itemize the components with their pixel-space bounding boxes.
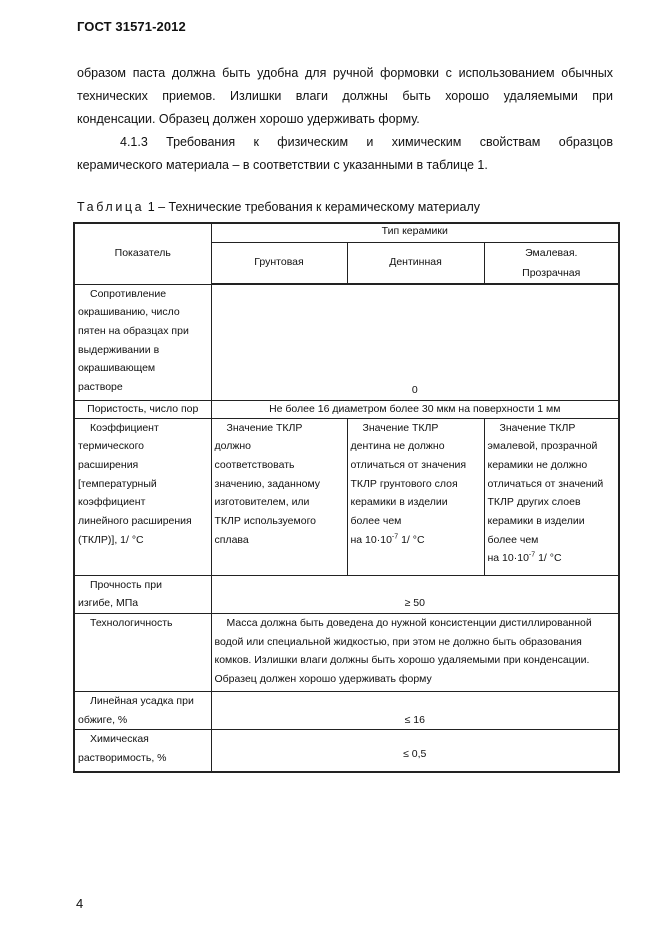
text-line: керамического материала – в соответствии с указанными в таблице 1. (77, 158, 488, 172)
label-line: коэффициент (78, 496, 146, 509)
label-line: пятен на образцах при (78, 324, 189, 337)
value-line: комков. Излишки влаги должны быть хорошо удаляемыми при конденсации. (214, 654, 590, 667)
cell-line: сплава (214, 533, 249, 546)
unit: 1/ °С (398, 533, 425, 546)
label-line: (ТКЛР)], 1/ °С (78, 533, 144, 546)
cell-line: дентина не должно (350, 440, 445, 453)
header-enamel-line: Прозрачная (522, 266, 581, 279)
label-line: Линейная усадка при (90, 694, 194, 707)
table-caption (77, 200, 480, 214)
row-label (74, 418, 211, 575)
row-label (74, 691, 211, 729)
cell-line: более чем (487, 533, 539, 546)
value-line: водой или специальной жидкостью, при этом не должно быть образования (214, 635, 582, 648)
row-value: Не более 16 диаметром более 30 мкм на поверхности 1 мм (211, 400, 619, 418)
value-line: Образец должен хорошо удерживать форму (214, 673, 432, 686)
label-line: [температурный (78, 477, 157, 490)
label-line: окрашиванию, число (78, 306, 180, 319)
clause-4-1-3 (77, 131, 613, 177)
tclr-primer-cell (211, 418, 347, 575)
cell-line: должно (214, 440, 252, 453)
header-primer: Грунтовая (211, 242, 347, 284)
text-line: технических приемов. Излишки влаги должны быть хорошо удаляемыми при (77, 89, 613, 103)
exponent: -7 (391, 533, 399, 541)
label-line: окрашивающем (78, 362, 156, 375)
text-line: образом паста должна быть удобна для ручной формовки с использованием обычных (77, 66, 613, 80)
label-line: Технологичность (90, 616, 173, 629)
document-code: ГОСТ 31571-2012 (77, 19, 186, 34)
header-ceramic-type: Тип керамики (211, 223, 619, 242)
cell-line: отличаться от значения (350, 458, 467, 471)
cell-line: соответствовать (214, 458, 295, 471)
cell-line: ТКЛР других слоев (487, 496, 581, 509)
cell-line: ТКЛР грунтового слоя (350, 477, 458, 490)
cell-line (351, 531, 481, 550)
cell-line: керамики не должно (487, 458, 588, 471)
value-prefix: на 10·10 (350, 533, 392, 546)
label-line: расширения (78, 458, 139, 471)
label-line: выдерживании в (78, 343, 160, 356)
exponent: -7 (528, 551, 536, 559)
label-line: термического (78, 440, 145, 453)
cell-line: более чем (350, 515, 402, 528)
row-value: ≤ 16 (211, 691, 619, 729)
table-row-manufacturability (74, 613, 619, 691)
cell-line (488, 549, 616, 568)
table-row-strength (74, 575, 619, 613)
cell-line: Значение ТКЛР (499, 421, 576, 434)
intro-paragraph (77, 62, 613, 131)
label-line: Коэффициент (90, 421, 159, 434)
cell-line: отличаться от значений (487, 477, 604, 490)
label-line: Прочность при (90, 578, 162, 591)
cell-line: керамики в изделии (350, 496, 448, 509)
table-caption-text: 1 – Технические требования к керамическому материалу (144, 200, 481, 214)
cell-line: ТКЛР используемого (214, 515, 317, 528)
cell-line: значению, заданному (214, 477, 321, 490)
table-row-solubility (74, 730, 619, 772)
cell-line: Значение ТКЛР (362, 421, 439, 434)
row-value (211, 613, 619, 691)
text-line: 4.1.3 Требования к физическим и химическим свойствам образцов (120, 135, 613, 149)
table-row-porosity (74, 400, 619, 418)
label-line: растворе (78, 381, 123, 394)
cell-line: керамики в изделии (487, 515, 585, 528)
cell-line: Значение ТКЛР (226, 421, 303, 434)
row-label (74, 613, 211, 691)
page-number: 4 (76, 896, 84, 911)
row-label (74, 575, 211, 613)
row-value: ≤ 0,5 (211, 730, 619, 772)
table-row-staining (74, 284, 619, 400)
header-dentin: Дентинная (347, 242, 484, 284)
row-label: Пористость, число пор (74, 400, 211, 418)
label-line: Химическая (90, 733, 149, 746)
value-prefix: на 10·10 (487, 552, 529, 565)
requirements-table (73, 222, 620, 773)
tclr-enamel-cell (484, 418, 619, 575)
table-row-shrinkage (74, 691, 619, 729)
table-caption-word: Таблица (77, 200, 145, 214)
label-line: растворимость, % (78, 752, 167, 765)
cell-line: эмалевой, прозрачной (487, 440, 598, 453)
cell-line: изготовителем, или (214, 496, 310, 509)
header-enamel-line: Эмалевая. (525, 246, 578, 259)
unit: 1/ °С (535, 552, 562, 565)
row-label (74, 284, 211, 400)
row-value: ≥ 50 (211, 575, 619, 613)
tclr-dentin-cell (347, 418, 484, 575)
value-line: Масса должна быть доведена до нужной консистенции дистиллированной (226, 616, 592, 629)
label-line: обжиге, % (78, 713, 128, 726)
text-line: конденсации. Образец должен хорошо удерживать форму. (77, 112, 420, 126)
row-label (74, 730, 211, 772)
label-line: линейного расширения (78, 515, 192, 528)
header-indicator: Показатель (74, 223, 211, 284)
label-line: Сопротивление (90, 287, 167, 300)
table-row-tclr (74, 418, 619, 575)
header-enamel (484, 242, 619, 284)
row-value: 0 (211, 284, 619, 400)
label-line: изгибе, МПа (78, 597, 139, 610)
